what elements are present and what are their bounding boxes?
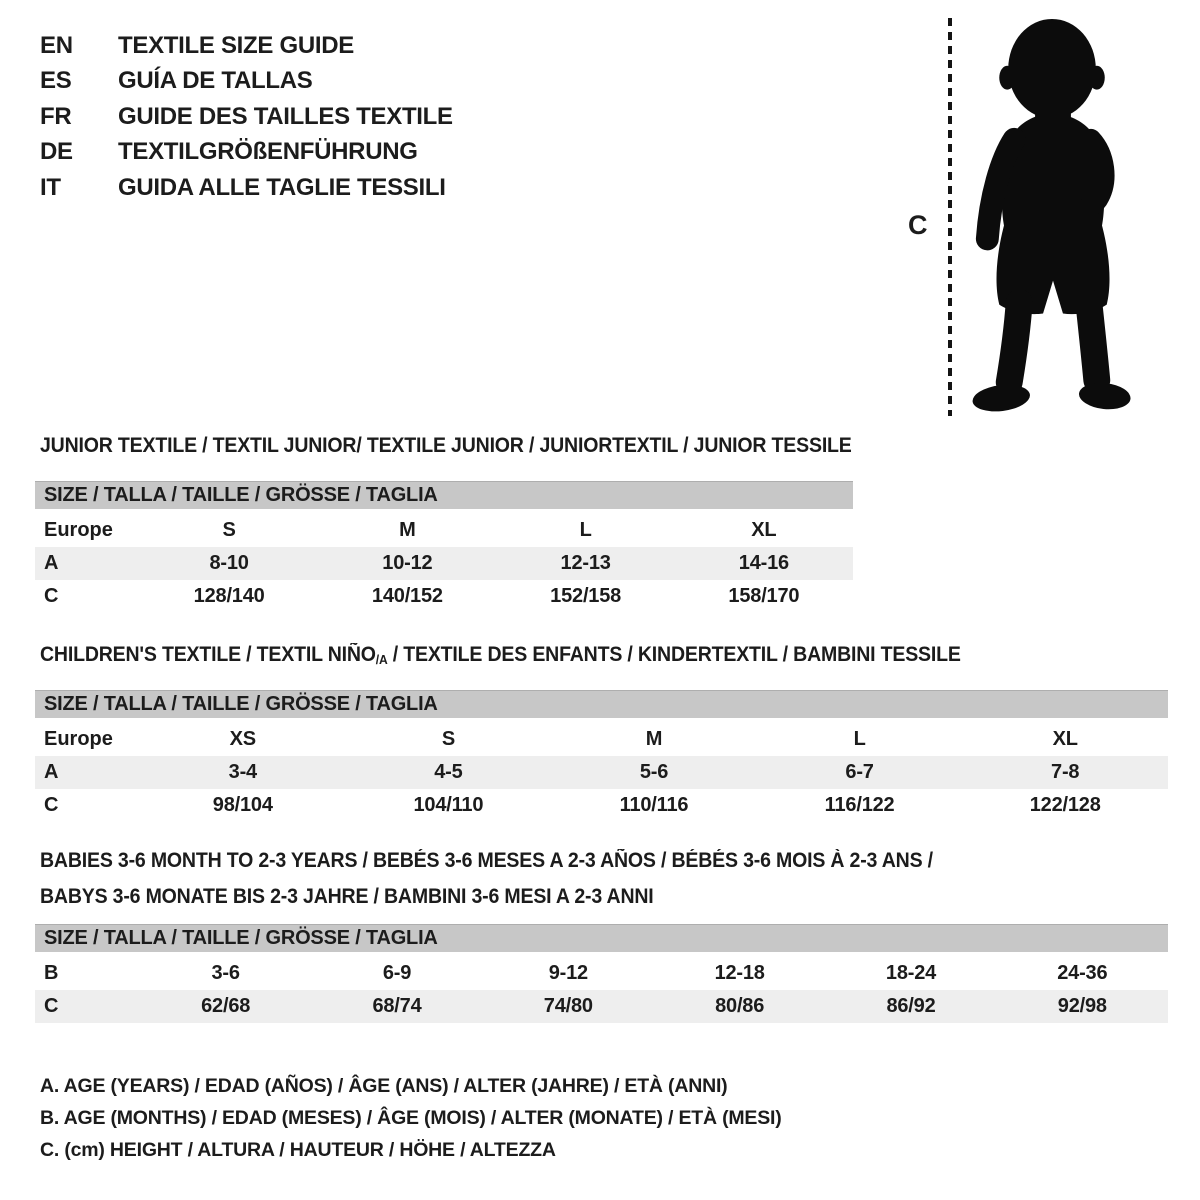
language-code: IT [40,173,61,201]
children-title-text-after: / TEXTILE DES ENFANTS / KINDERTEXTIL / BAMBINI TESSILE [387,643,961,666]
legend-height-cm: C. (cm) HEIGHT / ALTURA / HAUTEUR / HÖHE / ALTEZZA [40,1138,556,1161]
row-label: B [44,962,59,984]
row-label: A [44,552,59,574]
guide-title-fr: GUIDE DES TAILLES TEXTILE [118,102,453,130]
age-cell: 3-4 [228,761,257,783]
language-code: DE [40,138,73,166]
size-cell: L [579,519,592,541]
legend-age-months: B. AGE (MONTHS) / EDAD (MESES) / ÂGE (MOIS) / ALTER (MONATE) / ETÀ (MESI) [40,1106,782,1129]
height-cell: 98/104 [212,794,273,816]
height-measure-label-c: C [908,210,928,240]
guide-title-it: GUIDA ALLE TAGLIE TESSILI [118,173,446,201]
children-size-header-row [35,690,1168,718]
row-label: Europe [44,728,113,750]
junior-row-age [35,547,853,580]
children-title-subscript: /A [375,651,388,667]
height-cell: 158/170 [728,585,800,607]
age-cell: 7-8 [1051,761,1080,783]
measure-legend [40,1070,782,1166]
language-row-it [40,170,453,206]
row-label: C [44,585,59,607]
months-cell: 3-6 [211,962,240,984]
size-cell: M [399,519,416,541]
height-cell: 122/128 [1029,794,1101,816]
height-cell: 110/116 [619,794,689,816]
age-cell: 10-12 [382,552,433,574]
babies-section-title-line1: BABIES 3-6 MONTH TO 2-3 YEARS / BEBÉS 3-6 MESES A 2-3 AÑOS / BÉBÉS 3-6 MOIS À 2-3 ANS / [40,849,933,872]
language-code: FR [40,102,72,130]
months-cell: 24-36 [1057,962,1108,984]
language-row-de [40,135,453,171]
height-cell: 86/92 [886,995,936,1017]
height-cell: 74/80 [543,995,593,1017]
babies-size-table [35,924,1168,1023]
size-cell: XL [1052,728,1078,750]
size-cell: M [645,728,663,750]
height-cell: 140/152 [371,585,443,607]
children-row-europe [35,723,1168,756]
height-cell: 116/122 [824,794,895,816]
language-row-es [40,64,453,100]
children-size-table [35,690,1168,822]
height-cell: 104/110 [413,794,484,816]
size-header-label: SIZE / TALLA / TAILLE / GRÖSSE / TAGLIA [44,927,438,949]
language-row-en [40,28,453,64]
junior-section-title: JUNIOR TEXTILE / TEXTIL JUNIOR/ TEXTILE JUNIOR / JUNIORTEXTIL / JUNIOR TESSILE [40,434,852,457]
language-code: EN [40,31,73,59]
size-cell: S [222,519,236,541]
height-cell: 68/74 [372,995,422,1017]
language-list [40,28,453,206]
size-cell: XL [751,519,777,541]
height-cell: 92/98 [1057,995,1107,1017]
size-header-label: SIZE / TALLA / TAILLE / GRÖSSE / TAGLIA [44,693,438,715]
junior-size-header-row [35,481,853,509]
row-label: C [44,794,59,816]
months-cell: 6-9 [382,962,412,984]
months-cell: 12-18 [714,962,765,984]
guide-title-en: TEXTILE SIZE GUIDE [118,31,354,59]
babies-section-title-line2: BABYS 3-6 MONATE BIS 2-3 JAHRE / BAMBINI 3-6 MESI A 2-3 ANNI [40,885,654,908]
months-cell: 9-12 [548,962,588,984]
babies-row-months [35,957,1168,990]
junior-size-table [35,481,853,613]
row-label: C [44,995,59,1017]
children-section-title [40,643,961,667]
guide-title-es: GUÍA DE TALLAS [118,67,313,95]
toddler-silhouette [958,12,1150,420]
age-cell: 14-16 [738,552,789,574]
guide-title-de: TEXTILGRÖßENFÜHRUNG [118,138,418,166]
size-cell: XS [229,728,256,750]
size-cell: S [441,728,455,750]
language-code: ES [40,67,72,95]
babies-row-height [35,990,1168,1023]
legend-age-years: A. AGE (YEARS) / EDAD (AÑOS) / ÂGE (ANS) / ALTER (JAHRE) / ETÀ (ANNI) [40,1074,728,1097]
junior-row-europe [35,514,853,547]
age-cell: 12-13 [560,552,611,574]
size-header-label: SIZE / TALLA / TAILLE / GRÖSSE / TAGLIA [44,484,438,506]
age-cell: 5-6 [639,761,669,783]
size-cell: L [853,728,866,750]
row-label: A [44,761,59,783]
age-cell: 6-7 [845,761,874,783]
children-row-age [35,756,1168,789]
babies-size-header-row [35,924,1168,952]
age-cell: 8-10 [209,552,249,574]
junior-row-height [35,580,853,613]
height-measure-dashed-line [948,18,952,416]
age-cell: 4-5 [434,761,463,783]
height-cell: 80/86 [715,995,765,1017]
children-title-text: CHILDREN'S TEXTILE / TEXTIL NIÑO [40,643,376,666]
months-cell: 18-24 [885,962,937,984]
language-row-fr [40,99,453,135]
height-cell: 62/68 [201,995,251,1017]
height-cell: 152/158 [550,585,622,607]
height-cell: 128/140 [193,585,265,607]
row-label: Europe [44,519,113,541]
children-row-height [35,789,1168,822]
